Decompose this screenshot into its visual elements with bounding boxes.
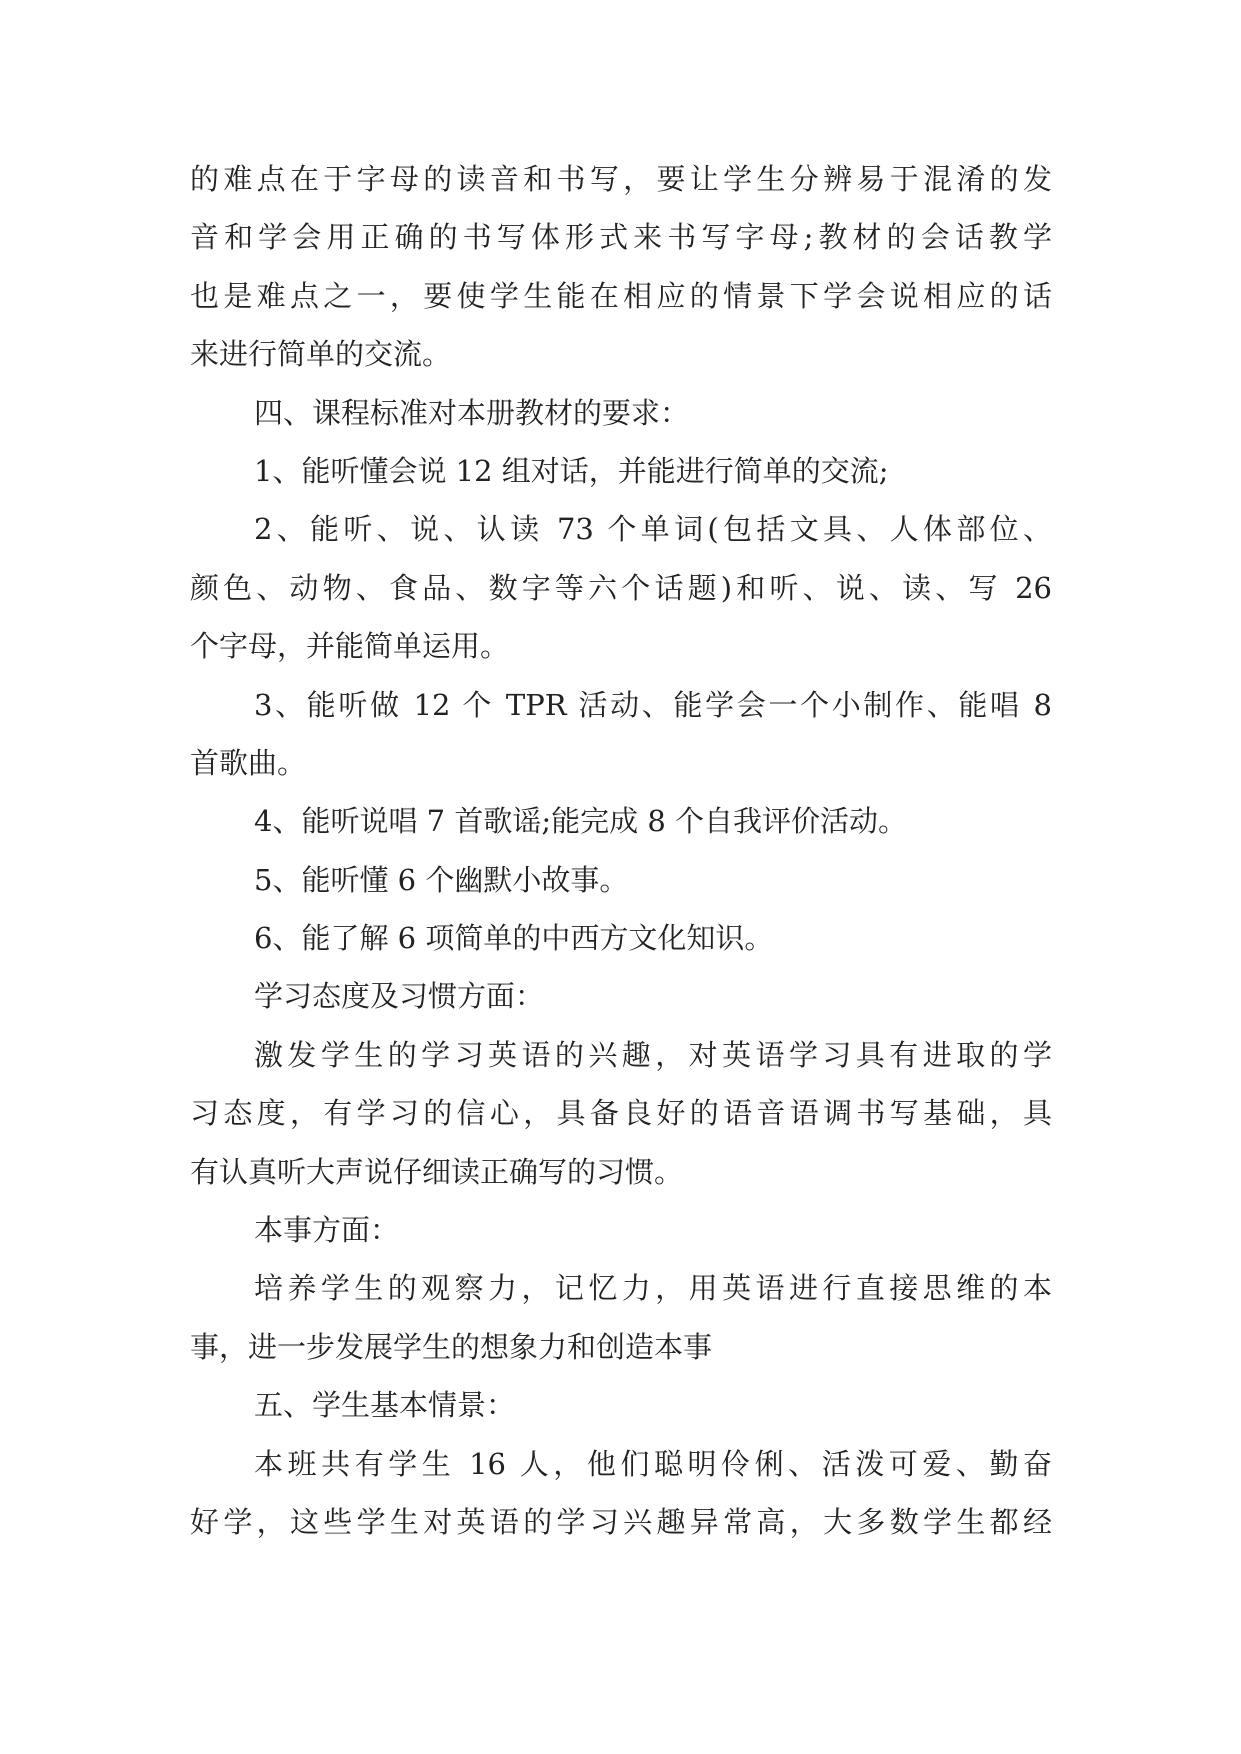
paragraph-line: 本班共有学生 16 人，他们聪明伶俐、活泼可爱、勤奋 — [254, 1446, 1052, 1481]
paragraph-line: 激发学生的学习英语的兴趣，对英语学习具有进取的学 — [254, 1037, 1052, 1072]
list-item: 3、能听做 12 个 TPR 活动、能学会一个小制作、能唱 8 — [254, 687, 1052, 722]
text-line: 首歌曲。 — [190, 745, 307, 780]
section-heading: 五、学生基本情景： — [254, 1388, 516, 1423]
section-heading: 本事方面： — [254, 1213, 400, 1248]
list-item: 4、能听说唱 7 首歌谣;能完成 8 个自我评价活动。 — [254, 804, 907, 839]
text-line: 有认真听大声说仔细读正确写的习惯。 — [190, 1154, 684, 1189]
section-heading: 学习态度及习惯方面： — [254, 979, 545, 1014]
list-item: 1、能听懂会说 12 组对话，并能进行简单的交流; — [254, 453, 889, 488]
list-item: 2、能听、说、认读 73 个单词(包括文具、人体部位、 — [254, 512, 1052, 547]
text-line: 事，进一步发展学生的想象力和创造本事 — [190, 1329, 713, 1364]
text-line: 个字母，并能简单运用。 — [190, 629, 510, 664]
list-item: 6、能了解 6 项简单的中西方文化知识。 — [254, 921, 774, 956]
paragraph-line: 培养学生的观察力，记忆力，用英语进行直接思维的本 — [254, 1271, 1052, 1306]
text-line: 好学，这些学生对英语的学习兴趣异常高，大多数学生都经 — [190, 1504, 1052, 1539]
text-line: 也是难点之一，要使学生能在相应的情景下学会说相应的话 — [190, 278, 1052, 313]
text-line: 来进行简单的交流。 — [190, 337, 452, 372]
document-body — [190, 150, 1052, 1551]
text-line: 颜色、动物、食品、数字等六个话题)和听、说、读、写 26 — [190, 570, 1052, 605]
section-heading: 四、课程标准对本册教材的要求： — [254, 395, 690, 430]
text-line: 习态度，有学习的信心，具备良好的语音语调书写基础，具 — [190, 1096, 1052, 1131]
text-line: 的难点在于字母的读音和书写，要让学生分辨易于混淆的发 — [190, 162, 1052, 196]
list-item: 5、能听懂 6 个幽默小故事。 — [254, 862, 629, 897]
text-line: 音和学会用正确的书写体形式来书写字母;教材的会话教学 — [190, 220, 1052, 255]
